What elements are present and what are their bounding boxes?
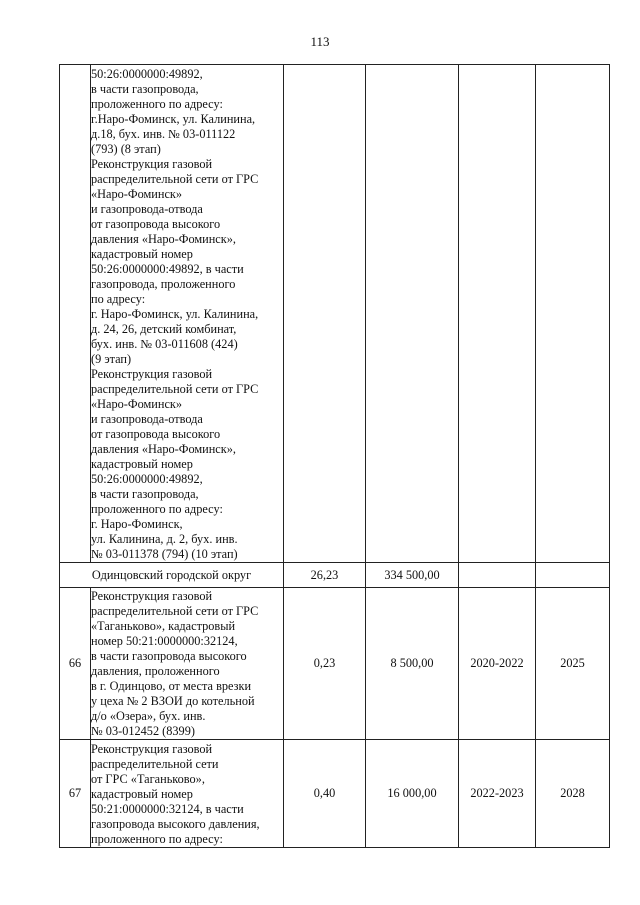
description-line: Реконструкция газовой: [91, 741, 213, 756]
description-line: д. 24, 26, детский комбинат,: [91, 322, 237, 336]
description-line: проложенного по адресу:: [91, 97, 223, 111]
description-line: давления «Наро-Фоминск»,: [91, 442, 236, 456]
description-line: распределительной сети: [91, 756, 219, 771]
description-line: распределительной сети от ГРС: [91, 604, 259, 618]
description-line: распределительной сети от ГРС: [91, 382, 259, 396]
description-line: по адресу:: [91, 292, 146, 306]
row-number: 66: [60, 588, 91, 740]
description-line: проложенного по адресу:: [91, 831, 223, 846]
description-line: (9 этап): [91, 352, 132, 366]
description-line: от ГРС «Таганьково»,: [91, 771, 205, 786]
description-line: 50:26:0000000:49892, в части: [91, 262, 244, 276]
description-line: и газопровода-отвода: [91, 202, 203, 216]
description-line: 50:26:0000000:49892,: [91, 67, 203, 81]
table-row: [60, 740, 610, 848]
description-line: газопровода высокого давления,: [91, 816, 260, 831]
length-cell: [284, 65, 366, 563]
cost-cell: [366, 65, 459, 563]
description-line: и газопровода-отвода: [91, 412, 203, 426]
year-cell: [536, 65, 610, 563]
description-line: в г. Одинцово, от места врезки: [91, 679, 252, 693]
description-line: д/о «Озера», бух. инв.: [91, 709, 206, 723]
description-line: газопровода, проложенного: [91, 277, 236, 291]
cost-value: 16 000,00: [366, 740, 459, 848]
description-line: «Наро-Фоминск»: [91, 397, 183, 411]
length-value: 0,23: [284, 588, 366, 740]
objects-table: [59, 64, 610, 848]
description-line: в части газопровода,: [91, 487, 199, 501]
description-line: проложенного по адресу:: [91, 502, 223, 516]
description-cell: [91, 65, 284, 563]
description-cell: [91, 740, 284, 848]
table-row-continuation: [60, 65, 610, 563]
description-line: Реконструкция газовой: [91, 367, 213, 381]
period-value: 2022-2023: [459, 740, 536, 848]
description-line: в части газопровода высокого: [91, 649, 247, 663]
description-line: г. Наро-Фоминск, ул. Калинина,: [91, 307, 259, 321]
description-line: № 03-012452 (8399): [91, 724, 195, 738]
cost-value: 8 500,00: [366, 588, 459, 740]
row-number: 67: [60, 740, 91, 848]
description-line: № 03-011378 (794) (10 этап): [91, 547, 238, 561]
period-cell: [459, 65, 536, 563]
district-length: 26,23: [284, 563, 366, 588]
description-line: кадастровый номер: [91, 247, 193, 261]
district-name: Одинцовский городской округ: [60, 563, 284, 588]
description-line: у цеха № 2 ВЗОИ до котельной: [91, 694, 255, 708]
description-line: д.18, бух. инв. № 03-011122: [91, 127, 236, 141]
description-line: ул. Калинина, д. 2, бух. инв.: [91, 532, 238, 546]
row-number-cell: [60, 65, 91, 563]
description-line: «Таганьково», кадастровый: [91, 619, 236, 633]
period-value: 2020-2022: [459, 588, 536, 740]
description-line: г.Наро-Фоминск, ул. Калинина,: [91, 112, 256, 126]
description-line: в части газопровода,: [91, 82, 199, 96]
description-line: давления «Наро-Фоминск»,: [91, 232, 236, 246]
district-year: [536, 563, 610, 588]
description-line: кадастровый номер: [91, 786, 193, 801]
description-line: бух. инв. № 03-011608 (424): [91, 337, 238, 351]
page-number: 113: [310, 34, 330, 49]
description-line: 50:26:0000000:49892,: [91, 472, 203, 486]
description-line: г. Наро-Фоминск,: [91, 517, 183, 531]
description-line: давления, проложенного: [91, 664, 220, 678]
description-line: номер 50:21:0000000:32124,: [91, 634, 238, 648]
description-line: распределительной сети от ГРС: [91, 172, 259, 186]
description-line: Реконструкция газовой: [91, 589, 213, 603]
description-line: 50:21:0000000:32124, в части: [91, 801, 244, 816]
length-value: 0,40: [284, 740, 366, 848]
year-value: 2028: [536, 740, 610, 848]
description-line: (793) (8 этап): [91, 142, 161, 156]
description-line: Реконструкция газовой: [91, 157, 213, 171]
description-cell: [91, 588, 284, 740]
district-cost: 334 500,00: [366, 563, 459, 588]
description-line: «Наро-Фоминск»: [91, 187, 183, 201]
description-line: кадастровый номер: [91, 457, 193, 471]
district-period: [459, 563, 536, 588]
table-row: [60, 588, 610, 740]
table-row-district: [60, 563, 610, 588]
description-line: от газопровода высокого: [91, 427, 221, 441]
description-line: от газопровода высокого: [91, 217, 221, 231]
year-value: 2025: [536, 588, 610, 740]
